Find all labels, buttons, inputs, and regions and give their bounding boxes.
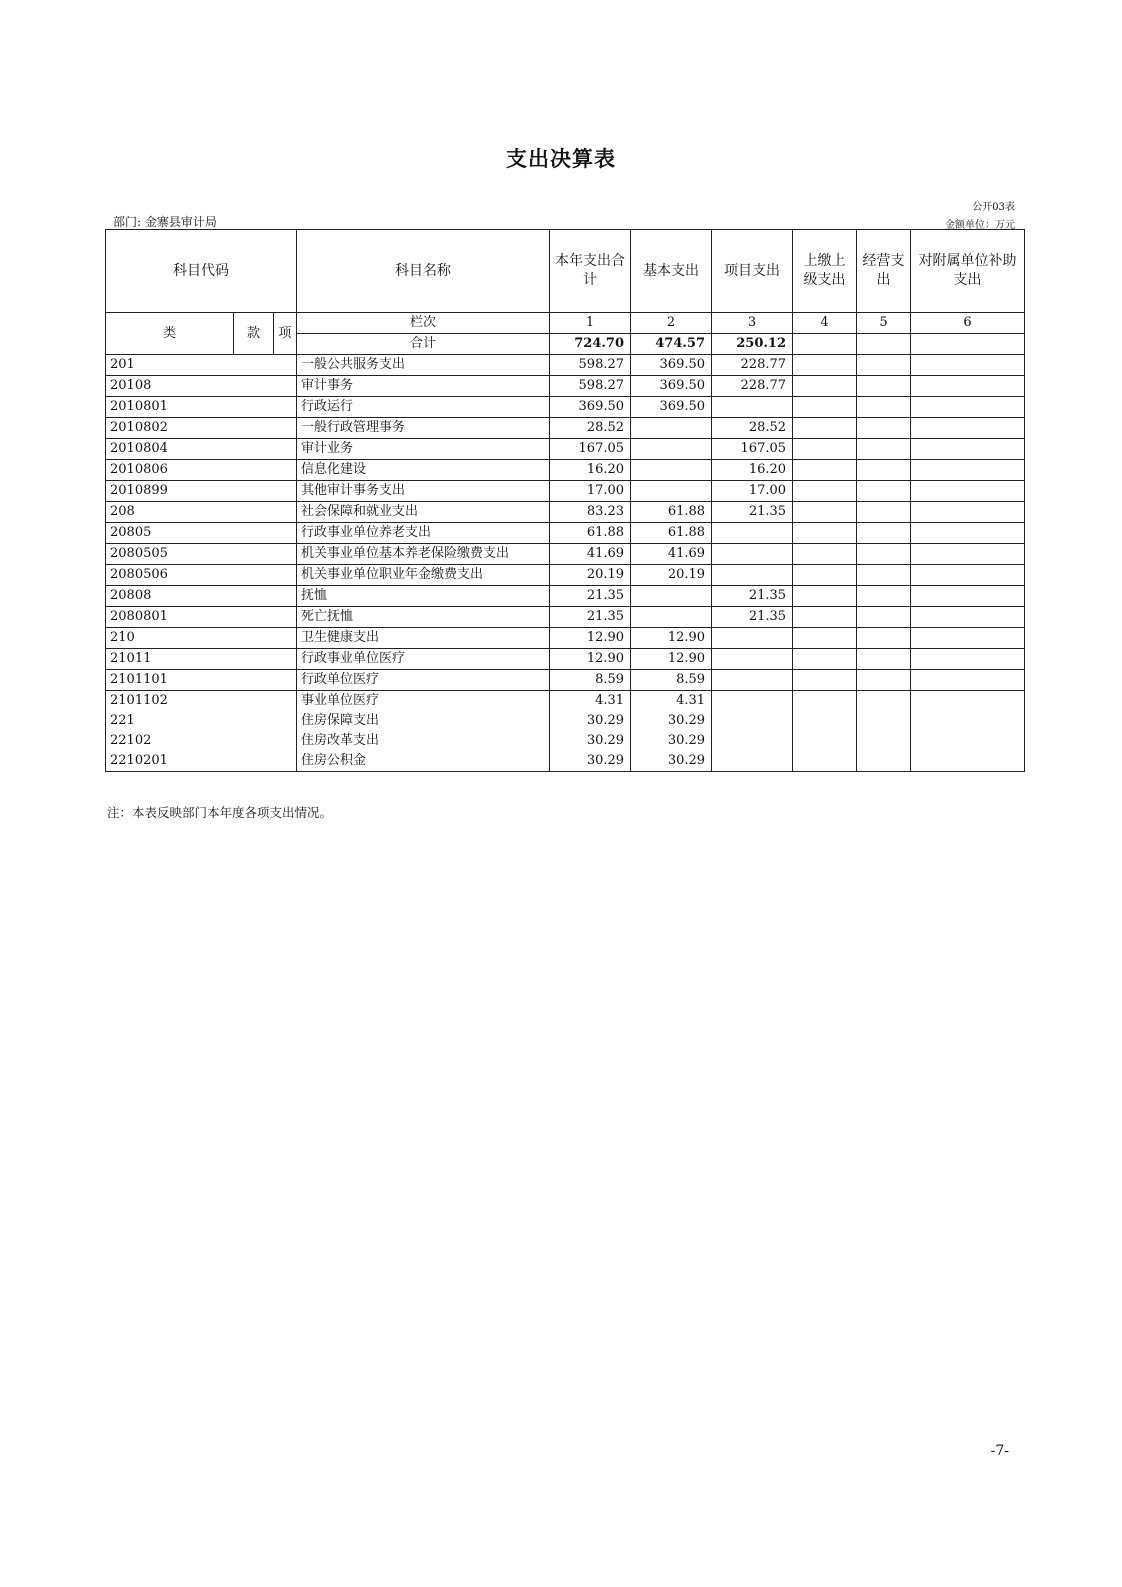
row-business — [857, 460, 911, 481]
row-name: 一般行政管理事务 — [297, 418, 550, 439]
row-code: 2010801 — [106, 397, 297, 418]
row-basic — [631, 481, 712, 502]
row-code: 2010899 — [106, 481, 297, 502]
row-upper — [793, 481, 857, 502]
column-index-label: 栏次 — [297, 313, 550, 334]
table-row — [106, 481, 1025, 502]
row-code: 221 — [106, 711, 297, 731]
row-code: 210 — [106, 628, 297, 649]
row-basic: 30.29 — [631, 751, 712, 772]
row-project: 21.35 — [712, 607, 793, 628]
row-basic: 8.59 — [631, 670, 712, 691]
header-basic: 基本支出 — [631, 230, 712, 313]
row-total: 30.29 — [550, 731, 631, 751]
row-basic — [631, 607, 712, 628]
row-project: 228.77 — [712, 355, 793, 376]
total-amount: 724.70 — [550, 334, 631, 355]
row-total: 598.27 — [550, 355, 631, 376]
row-business — [857, 376, 911, 397]
row-name: 卫生健康支出 — [297, 628, 550, 649]
row-upper — [793, 355, 857, 376]
row-code: 20805 — [106, 523, 297, 544]
table-row — [106, 397, 1025, 418]
row-basic: 30.29 — [631, 711, 712, 731]
row-business — [857, 418, 911, 439]
row-basic: 61.88 — [631, 523, 712, 544]
row-total: 30.29 — [550, 711, 631, 731]
page-title: 支出决算表 — [506, 147, 616, 171]
table-row — [106, 439, 1025, 460]
row-project: 16.20 — [712, 460, 793, 481]
column-index: 6 — [911, 313, 1025, 334]
row-project: 228.77 — [712, 376, 793, 397]
row-subsidy — [911, 439, 1025, 460]
row-name: 死亡抚恤 — [297, 607, 550, 628]
row-name: 其他审计事务支出 — [297, 481, 550, 502]
row-code: 2010806 — [106, 460, 297, 481]
row-code: 2210201 — [106, 751, 297, 772]
form-number: 公开03表 — [972, 202, 1015, 213]
row-project — [712, 523, 793, 544]
row-upper — [793, 586, 857, 607]
row-business — [857, 649, 911, 670]
footnote: 注：本表反映部门本年度各项支出情况。 — [107, 805, 333, 820]
row-subsidy — [911, 418, 1025, 439]
row-code: 208 — [106, 502, 297, 523]
page-number: -7- — [990, 1443, 1009, 1459]
table-row — [106, 751, 1025, 772]
row-subsidy — [911, 481, 1025, 502]
row-basic — [631, 439, 712, 460]
table-row — [106, 691, 1025, 712]
table-row — [106, 731, 1025, 751]
row-basic — [631, 460, 712, 481]
row-total: 4.31 — [550, 691, 631, 712]
row-total: 369.50 — [550, 397, 631, 418]
row-name: 审计事务 — [297, 376, 550, 397]
row-name: 社会保障和就业支出 — [297, 502, 550, 523]
row-business — [857, 502, 911, 523]
row-basic: 12.90 — [631, 649, 712, 670]
department-label: 部门: 金寨县审计局 — [113, 215, 217, 229]
row-name: 住房改革支出 — [297, 731, 550, 751]
row-upper — [793, 691, 857, 712]
row-subsidy — [911, 691, 1025, 712]
row-basic: 4.31 — [631, 691, 712, 712]
column-index: 1 — [550, 313, 631, 334]
header-code: 科目代码 — [106, 230, 297, 313]
total-business — [857, 334, 911, 355]
row-project — [712, 397, 793, 418]
row-name: 行政事业单位养老支出 — [297, 523, 550, 544]
row-project: 21.35 — [712, 502, 793, 523]
row-code: 20108 — [106, 376, 297, 397]
row-basic: 369.50 — [631, 397, 712, 418]
row-code: 21011 — [106, 649, 297, 670]
row-basic: 369.50 — [631, 376, 712, 397]
row-business — [857, 731, 911, 751]
header-row — [106, 230, 1025, 313]
header-name: 科目名称 — [297, 230, 550, 313]
row-project: 167.05 — [712, 439, 793, 460]
row-project — [712, 670, 793, 691]
row-code: 2080801 — [106, 607, 297, 628]
table-row — [106, 607, 1025, 628]
row-project — [712, 691, 793, 712]
table-row — [106, 502, 1025, 523]
row-name: 行政单位医疗 — [297, 670, 550, 691]
column-index: 4 — [793, 313, 857, 334]
row-subsidy — [911, 628, 1025, 649]
row-upper — [793, 607, 857, 628]
row-subsidy — [911, 607, 1025, 628]
row-name: 信息化建设 — [297, 460, 550, 481]
row-name: 一般公共服务支出 — [297, 355, 550, 376]
row-total: 598.27 — [550, 376, 631, 397]
row-code: 201 — [106, 355, 297, 376]
column-index: 3 — [712, 313, 793, 334]
total-subsidy — [911, 334, 1025, 355]
row-upper — [793, 731, 857, 751]
row-business — [857, 355, 911, 376]
expenditure-table — [105, 229, 1025, 772]
row-total: 8.59 — [550, 670, 631, 691]
total-basic: 474.57 — [631, 334, 712, 355]
table-row — [106, 460, 1025, 481]
row-subsidy — [911, 502, 1025, 523]
row-subsidy — [911, 731, 1025, 751]
row-upper — [793, 376, 857, 397]
row-name: 住房公积金 — [297, 751, 550, 772]
header-kuan: 款 — [234, 313, 274, 355]
column-index: 2 — [631, 313, 712, 334]
row-code: 2080505 — [106, 544, 297, 565]
row-project: 28.52 — [712, 418, 793, 439]
row-total: 16.20 — [550, 460, 631, 481]
header-upper: 上缴上级支出 — [793, 230, 857, 313]
row-total: 12.90 — [550, 628, 631, 649]
header-subsidy: 对附属单位补助支出 — [911, 230, 1025, 313]
row-business — [857, 628, 911, 649]
header-xiang: 项 — [274, 313, 297, 355]
row-basic: 12.90 — [631, 628, 712, 649]
row-upper — [793, 502, 857, 523]
row-business — [857, 565, 911, 586]
row-basic: 41.69 — [631, 544, 712, 565]
row-project — [712, 565, 793, 586]
header-project: 项目支出 — [712, 230, 793, 313]
row-subsidy — [911, 355, 1025, 376]
row-basic: 369.50 — [631, 355, 712, 376]
row-upper — [793, 418, 857, 439]
row-upper — [793, 649, 857, 670]
table-row — [106, 355, 1025, 376]
row-basic — [631, 418, 712, 439]
row-code: 2010802 — [106, 418, 297, 439]
row-total: 20.19 — [550, 565, 631, 586]
row-total: 21.35 — [550, 586, 631, 607]
row-code: 2080506 — [106, 565, 297, 586]
row-code: 22102 — [106, 731, 297, 751]
row-total: 61.88 — [550, 523, 631, 544]
row-basic: 20.19 — [631, 565, 712, 586]
row-subsidy — [911, 565, 1025, 586]
row-name: 事业单位医疗 — [297, 691, 550, 712]
row-business — [857, 523, 911, 544]
row-upper — [793, 670, 857, 691]
row-business — [857, 439, 911, 460]
row-business — [857, 544, 911, 565]
table-row — [106, 711, 1025, 731]
row-name: 机关事业单位基本养老保险缴费支出 — [297, 544, 550, 565]
row-code: 2101101 — [106, 670, 297, 691]
row-project — [712, 731, 793, 751]
row-project — [712, 628, 793, 649]
table-row — [106, 418, 1025, 439]
row-total: 12.90 — [550, 649, 631, 670]
row-upper — [793, 523, 857, 544]
row-basic: 61.88 — [631, 502, 712, 523]
row-total: 167.05 — [550, 439, 631, 460]
row-business — [857, 586, 911, 607]
row-subsidy — [911, 460, 1025, 481]
header-lei: 类 — [106, 313, 234, 355]
row-name: 行政事业单位医疗 — [297, 649, 550, 670]
row-subsidy — [911, 649, 1025, 670]
header-total: 本年支出合计 — [550, 230, 631, 313]
row-upper — [793, 751, 857, 772]
row-subsidy — [911, 523, 1025, 544]
column-index: 5 — [857, 313, 911, 334]
row-upper — [793, 544, 857, 565]
row-total: 83.23 — [550, 502, 631, 523]
row-project: 21.35 — [712, 586, 793, 607]
row-project: 17.00 — [712, 481, 793, 502]
row-business — [857, 397, 911, 418]
table-row — [106, 628, 1025, 649]
row-basic — [631, 586, 712, 607]
row-business — [857, 691, 911, 712]
row-name: 住房保障支出 — [297, 711, 550, 731]
row-subsidy — [911, 711, 1025, 731]
table-row — [106, 649, 1025, 670]
row-name: 抚恤 — [297, 586, 550, 607]
row-upper — [793, 711, 857, 731]
row-upper — [793, 439, 857, 460]
row-total: 30.29 — [550, 751, 631, 772]
row-project — [712, 751, 793, 772]
row-code: 2101102 — [106, 691, 297, 712]
unit-label: 金额单位：万元 — [945, 220, 1015, 231]
row-project — [712, 711, 793, 731]
row-total: 17.00 — [550, 481, 631, 502]
row-subsidy — [911, 397, 1025, 418]
header-business: 经营支出 — [857, 230, 911, 313]
total-upper — [793, 334, 857, 355]
row-project — [712, 544, 793, 565]
row-business — [857, 711, 911, 731]
row-business — [857, 607, 911, 628]
row-upper — [793, 460, 857, 481]
row-subsidy — [911, 751, 1025, 772]
row-total: 28.52 — [550, 418, 631, 439]
total-project: 250.12 — [712, 334, 793, 355]
row-business — [857, 670, 911, 691]
row-business — [857, 481, 911, 502]
row-name: 行政运行 — [297, 397, 550, 418]
table-row — [106, 586, 1025, 607]
row-name: 机关事业单位职业年金缴费支出 — [297, 565, 550, 586]
column-index-row — [106, 313, 1025, 334]
row-total: 21.35 — [550, 607, 631, 628]
row-code: 2010804 — [106, 439, 297, 460]
row-basic: 30.29 — [631, 731, 712, 751]
row-total: 41.69 — [550, 544, 631, 565]
row-subsidy — [911, 544, 1025, 565]
row-subsidy — [911, 670, 1025, 691]
table-row — [106, 376, 1025, 397]
total-label: 合计 — [297, 334, 550, 355]
row-business — [857, 751, 911, 772]
table-row — [106, 523, 1025, 544]
row-project — [712, 649, 793, 670]
row-subsidy — [911, 586, 1025, 607]
row-name: 审计业务 — [297, 439, 550, 460]
row-subsidy — [911, 376, 1025, 397]
table-row — [106, 670, 1025, 691]
row-upper — [793, 397, 857, 418]
row-code: 20808 — [106, 586, 297, 607]
row-upper — [793, 565, 857, 586]
table-row — [106, 565, 1025, 586]
row-upper — [793, 628, 857, 649]
table-row — [106, 544, 1025, 565]
